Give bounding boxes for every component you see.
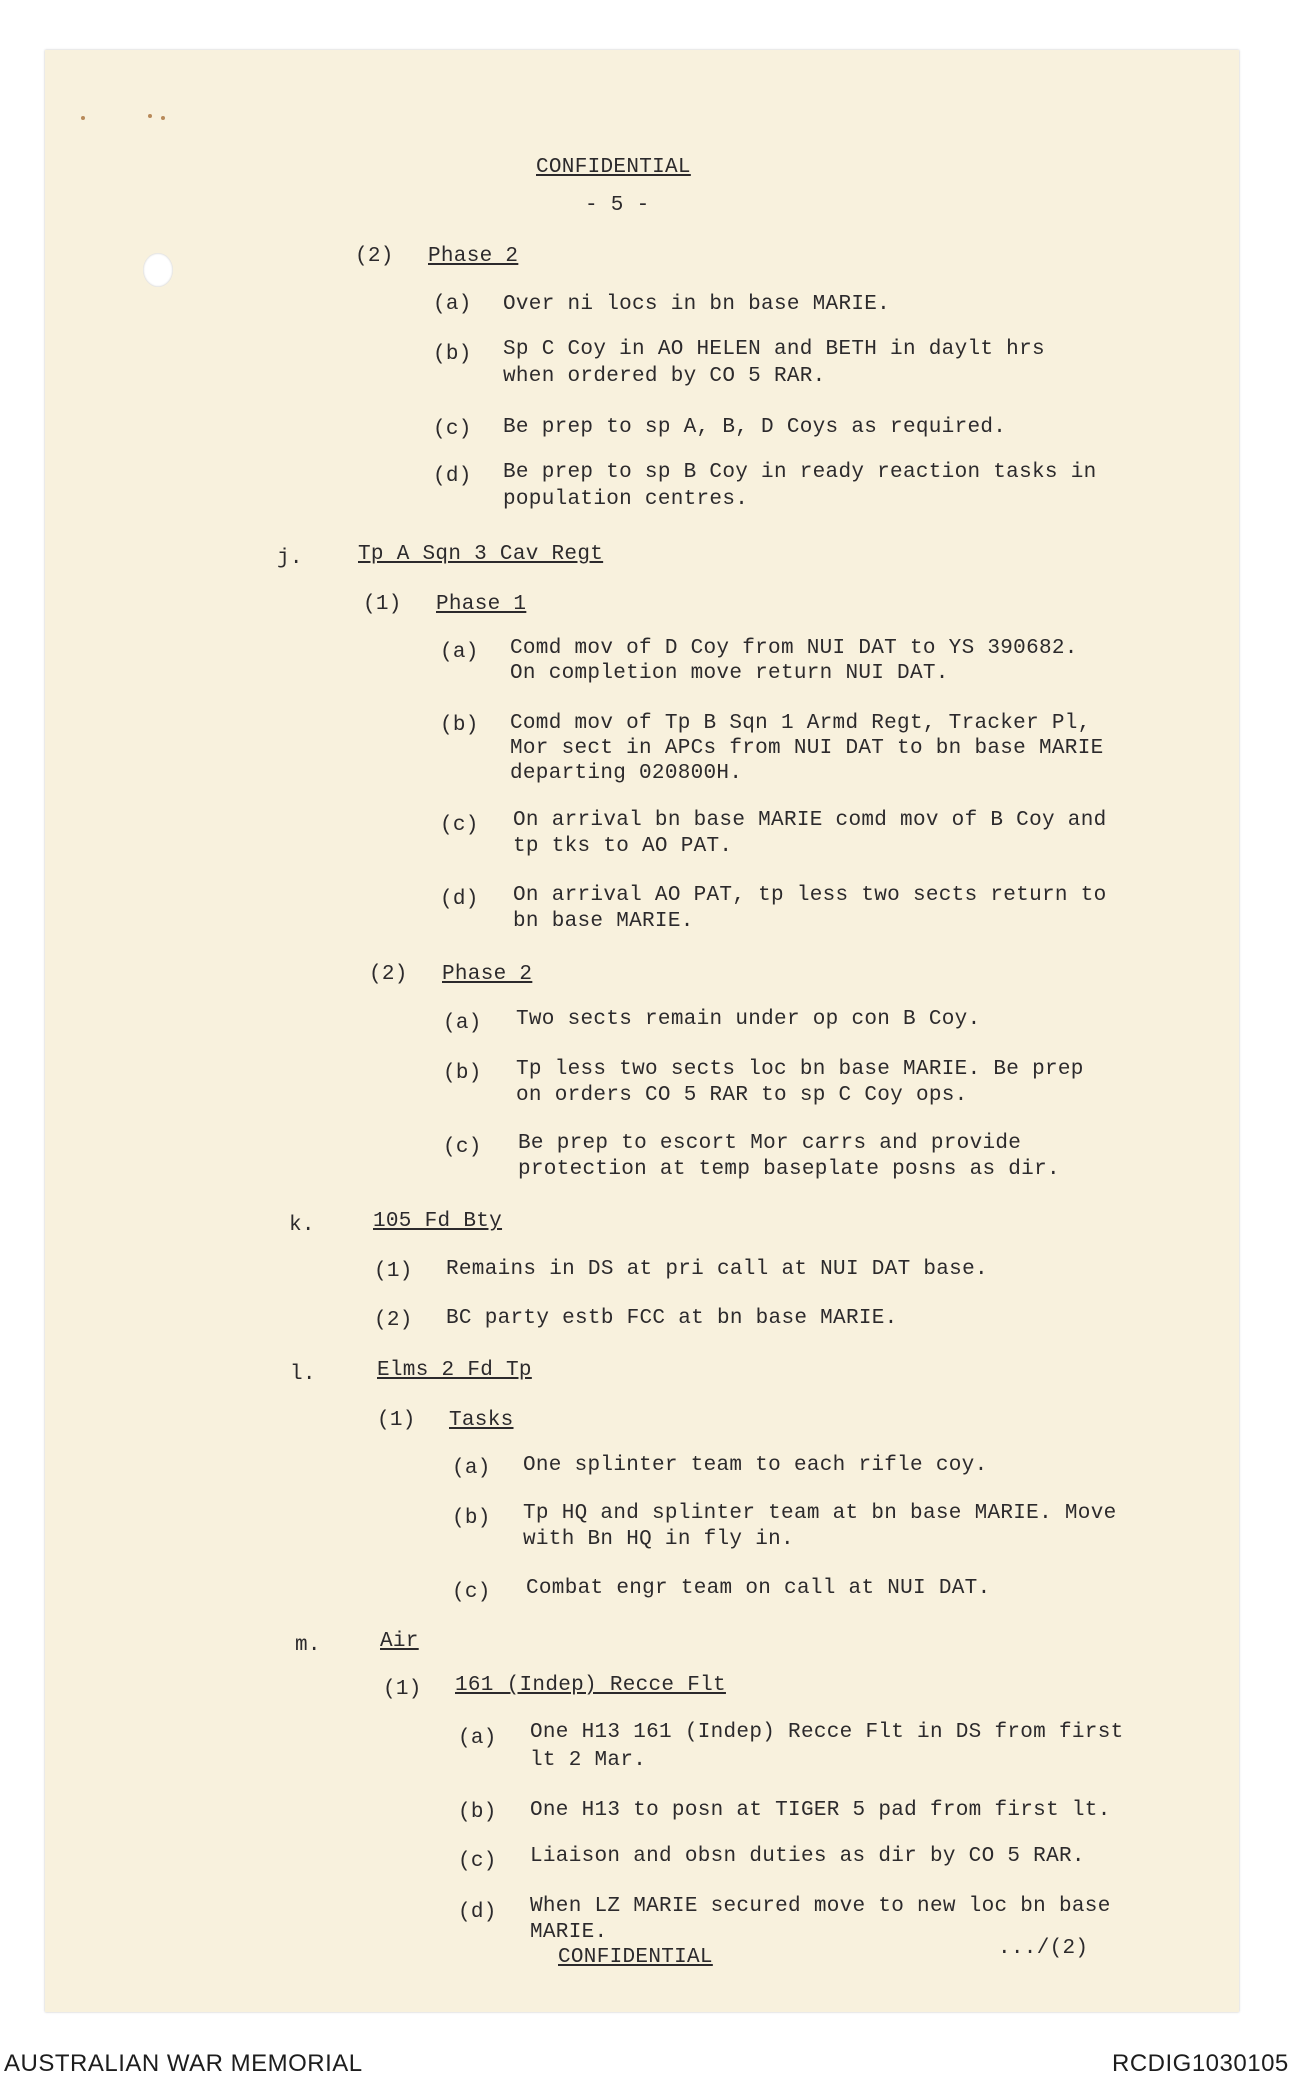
item-mark: (a) xyxy=(458,1727,497,1750)
item-mark: (d) xyxy=(433,465,472,488)
item-mark: (b) xyxy=(433,343,472,366)
para-number: (2) xyxy=(369,963,408,986)
item-mark: (a) xyxy=(443,1012,482,1035)
para-number: (1) xyxy=(377,1409,416,1432)
item-text: Comd mov of Tp B Sqn 1 Armd Regt, Tracker Pl, xyxy=(510,712,1091,735)
item-text: Liaison and obsn duties as dir by CO 5 RAR. xyxy=(530,1845,1085,1868)
section-letter: j. xyxy=(277,547,303,570)
item-mark: (b) xyxy=(440,714,479,737)
item-mark: (b) xyxy=(452,1507,491,1530)
item-mark: (1) xyxy=(374,1260,413,1283)
para-number: (1) xyxy=(383,1678,422,1701)
item-text: Combat engr team on call at NUI DAT. xyxy=(526,1577,991,1600)
section-heading: 105 Fd Bty xyxy=(373,1210,503,1233)
item-text: departing 020800H. xyxy=(510,762,743,785)
item-mark: (c) xyxy=(458,1850,497,1873)
item-text: On completion move return NUI DAT. xyxy=(510,662,949,685)
item-text: with Bn HQ in fly in. xyxy=(523,1528,794,1551)
item-text: Mor sect in APCs from NUI DAT to bn base MARIE xyxy=(510,737,1104,760)
item-mark: (c) xyxy=(452,1581,491,1604)
paper-speck xyxy=(161,116,165,120)
para-heading: Phase 2 xyxy=(442,963,533,986)
item-mark: (c) xyxy=(433,418,472,441)
item-mark: (d) xyxy=(440,888,479,911)
item-text: Comd mov of D Coy from NUI DAT to YS 390682. xyxy=(510,637,1078,660)
item-text: tp tks to AO PAT. xyxy=(513,835,733,858)
item-mark: (b) xyxy=(443,1062,482,1085)
item-text: Over ni locs in bn base MARIE. xyxy=(503,293,891,316)
item-text: Tp less two sects loc bn base MARIE. Be prep xyxy=(516,1058,1084,1081)
item-text: MARIE. xyxy=(530,1921,608,1944)
item-mark: (a) xyxy=(452,1457,491,1480)
item-text: On arrival bn base MARIE comd mov of B Coy and xyxy=(513,809,1107,832)
page-number: - 5 - xyxy=(585,194,650,217)
para-number: (1) xyxy=(363,593,402,616)
item-mark: (a) xyxy=(440,641,479,664)
archive-institution: AUSTRALIAN WAR MEMORIAL xyxy=(4,2050,363,2077)
item-text: Two sects remain under op con B Coy. xyxy=(516,1008,981,1031)
item-text: Tp HQ and splinter team at bn base MARIE. Move xyxy=(523,1502,1117,1525)
para-heading: 161 (Indep) Recce Flt xyxy=(455,1674,726,1697)
item-text: Remains in DS at pri call at NUI DAT base. xyxy=(446,1258,988,1281)
section-heading: Air xyxy=(380,1630,419,1653)
para-heading: Tasks xyxy=(449,1409,514,1432)
item-mark: (a) xyxy=(433,293,472,316)
item-mark: (c) xyxy=(440,814,479,837)
classification-bottom: CONFIDENTIAL xyxy=(558,1946,713,1969)
item-text: Sp C Coy in AO HELEN and BETH in daylt hrs xyxy=(503,338,1045,361)
item-text: population centres. xyxy=(503,488,749,511)
item-text: bn base MARIE. xyxy=(513,910,694,933)
item-text: BC party estb FCC at bn base MARIE. xyxy=(446,1307,898,1330)
item-text: When LZ MARIE secured move to new loc bn base xyxy=(530,1895,1111,1918)
section-letter: m. xyxy=(295,1634,321,1657)
paper-speck xyxy=(148,114,152,118)
item-text: protection at temp baseplate posns as dir. xyxy=(518,1158,1060,1181)
section-letter: k. xyxy=(289,1214,315,1237)
continuation-mark: .../(2) xyxy=(998,1937,1089,1960)
archive-reference: RCDIG1030105 xyxy=(1112,2050,1289,2077)
item-text: Be prep to escort Mor carrs and provide xyxy=(518,1132,1022,1155)
item-mark: (c) xyxy=(443,1136,482,1159)
para-number: (2) xyxy=(355,245,394,268)
section-letter: l. xyxy=(290,1363,316,1386)
para-heading: Phase 1 xyxy=(436,593,527,616)
item-text: on orders CO 5 RAR to sp C Coy ops. xyxy=(516,1084,968,1107)
section-heading: Tp A Sqn 3 Cav Regt xyxy=(358,543,604,566)
section-heading: Elms 2 Fd Tp xyxy=(377,1359,532,1382)
item-text: One H13 to posn at TIGER 5 pad from first lt. xyxy=(530,1799,1111,1822)
item-text: lt 2 Mar. xyxy=(530,1749,647,1772)
item-text: One H13 161 (Indep) Recce Flt in DS from first xyxy=(530,1721,1124,1744)
item-text: One splinter team to each rifle coy. xyxy=(523,1454,988,1477)
item-text: Be prep to sp B Coy in ready reaction tasks in xyxy=(503,461,1097,484)
item-text: when ordered by CO 5 RAR. xyxy=(503,365,826,388)
classification-top: CONFIDENTIAL xyxy=(536,156,691,179)
para-heading: Phase 2 xyxy=(428,245,519,268)
item-text: On arrival AO PAT, tp less two sects return to xyxy=(513,884,1107,907)
item-mark: (b) xyxy=(458,1801,497,1824)
item-mark: (d) xyxy=(458,1901,497,1924)
item-mark: (2) xyxy=(374,1309,413,1332)
item-text: Be prep to sp A, B, D Coys as required. xyxy=(503,416,1007,439)
paper-speck xyxy=(81,116,85,120)
punch-hole xyxy=(143,253,173,287)
